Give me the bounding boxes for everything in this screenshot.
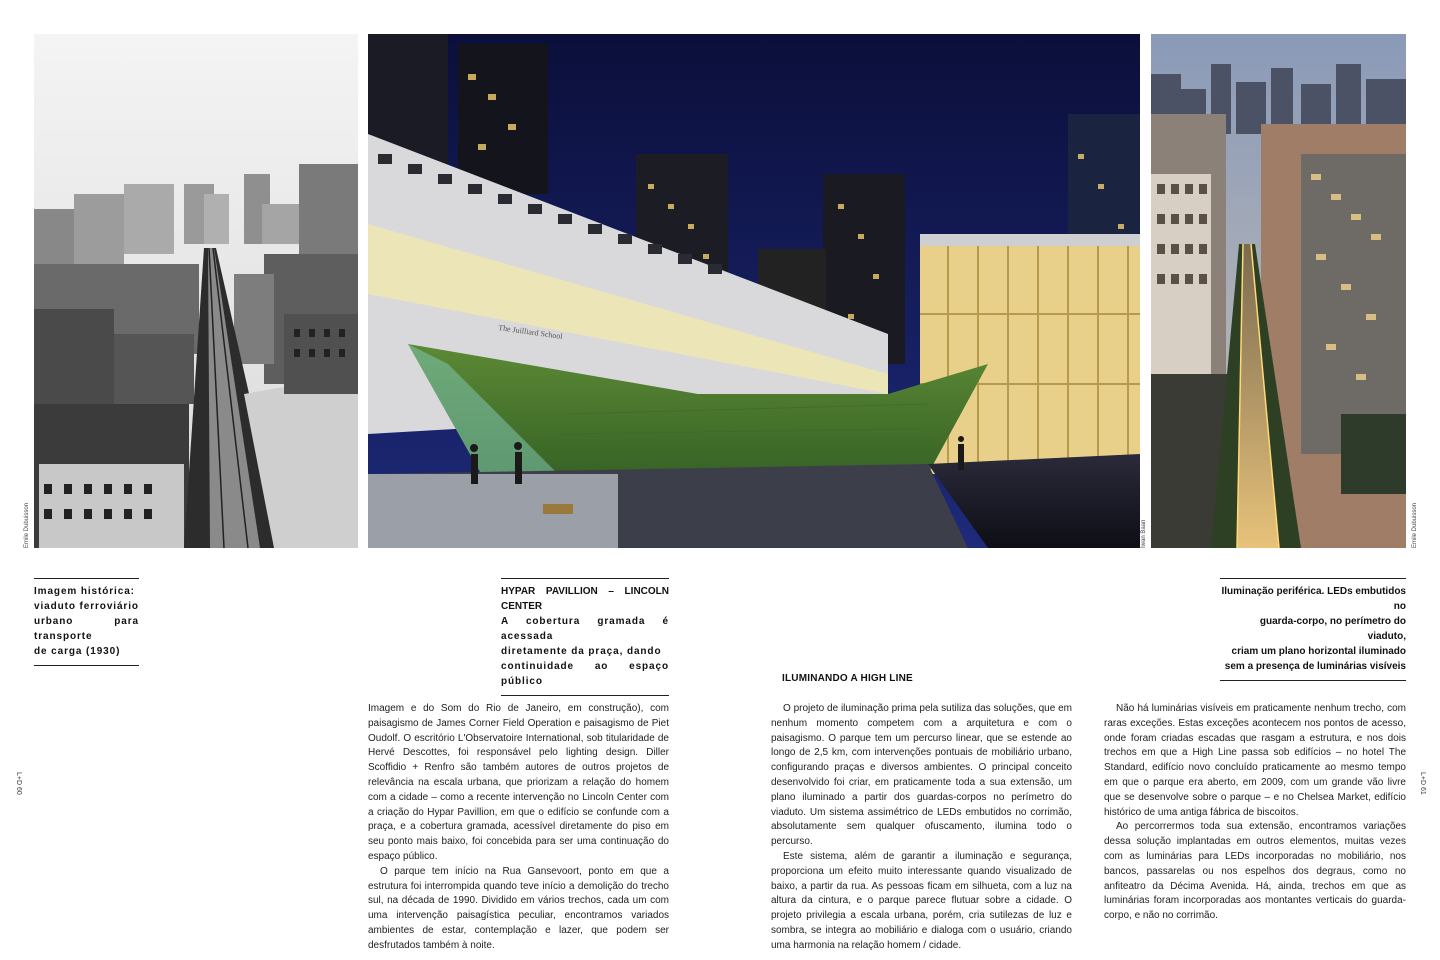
caption-line: criam um plano horizontal iluminado — [1231, 646, 1406, 657]
caption-line: Iluminação periférica. LEDs embutidos no — [1221, 586, 1406, 612]
photo-credit-right: Emile Dubuisson — [1412, 502, 1418, 548]
caption-historic — [34, 578, 139, 666]
caption-line: diretamente da praça, dando — [501, 646, 662, 657]
paragraph: O parque tem início na Rua Gansevoort, ponto em que a estrutura foi interrompida quando teve início a demolição do trecho sul, na década de 1990. Dividido em vários trechos, cada um com uma intervenção paisagística peculiar, encontramos variados ambientes de estar, contemplação e lazer, que podem ser desfrutados também à noite. — [368, 865, 669, 951]
paragraph: Este sistema, além de garantir a iluminação e segurança, proporciona um efeito muito interessante quando visualizado de baixo, a partir da rua. As pessoas ficam em silhueta, com a luz na altura da cintura, e o parque parece flutuar sobre a cidade. O projeto privilegia a escala urbana, porém, cria sutilezas de luz e sombra, se integra ao mobiliário e dialoga com o usuário, criando uma harmonia na relação homem / cidade. — [771, 850, 1072, 951]
paragraph: Não há luminárias visíveis em praticamente nenhum trecho, com raras exceções. Estas exceções acontecem nos pontos de acesso, onde foram criadas escadas que rasgam a estrutura, e nos dois trechos em que a High Line passa sob edifícios – no hotel The Standard, edifício novo concluído praticamente ao mesmo tempo em que o parque era aberto, em 2009, com um grande vão livre que se desenvolve sobre o parque – e no Chelsea Market, edifício histórico de uma antiga fábrica de biscoitos. — [1104, 703, 1406, 818]
page-folio-right: L+D 61 — [1419, 772, 1426, 795]
body-column-1 — [368, 702, 669, 954]
caption-line: de carga (1930) — [34, 646, 121, 657]
photo-credit-left: Emile Dubuisson — [24, 502, 30, 548]
caption-heading: HYPAR PAVILLION – LINCOLN CENTER — [501, 586, 669, 612]
caption-hypar-pavillion — [501, 578, 669, 696]
body-column-2 — [771, 702, 1072, 954]
high-line-dusk-photo — [1151, 34, 1406, 548]
caption-peripheral-lighting — [1220, 578, 1406, 681]
caption-line: A cobertura gramada é acessada — [501, 616, 669, 642]
page-folio-left: L+D 60 — [15, 772, 22, 795]
lincoln-center-photo — [368, 34, 1140, 548]
paragraph: Ao percorrermos toda sua extensão, encontramos variações dessa solução implantadas em outros elementos, muitas vezes com as luminárias para LEDs incorporadas no mobiliário, nos bancos, passarelas ou nos espelhos dos degraus, como no anfiteatro da Décima Avenida. Há, ainda, trechos em que as luminárias foram incorporadas aos montantes verticais do guarda-corpo, e não no corrimão. — [1104, 821, 1406, 922]
caption-line: guarda-corpo, no perímetro do viaduto, — [1259, 616, 1406, 642]
photo-credit-center: Iwan Baan — [1141, 519, 1147, 548]
caption-line: viaduto ferroviário — [34, 601, 139, 612]
building-sign: The Juilliard School — [497, 323, 564, 342]
body-column-3 — [1104, 702, 1406, 924]
section-title: ILUMINANDO A HIGH LINE — [782, 673, 913, 684]
caption-line: urbano para transporte — [34, 616, 139, 642]
historic-viaduct-photo — [34, 34, 358, 548]
paragraph: O projeto de iluminação prima pela sutiliza das soluções, que em nenhum momento competem com a arquitetura e com o paisagismo. O parque tem um percurso linear, que se estende ao longo de 2,5 km, com intervenções pontuais de mobiliário urbano, configurando praças e diversos ambientes. O principal conceito desenvolvido foi criar, em praticamente toda a sua extensão, um plano iluminado a partir dos guardas-corpos no perímetro do viaduto. Um sistema assimétrico de LEDs embutidos no corrimão, absolutamente sem qualquer ofuscamento, ilumina todo o percurso. — [771, 703, 1072, 848]
caption-line: sem a presença de luminárias visíveis — [1224, 661, 1406, 672]
caption-line: continuidade ao espaço público — [501, 661, 669, 687]
caption-line: Imagem histórica: — [34, 586, 135, 597]
paragraph: Imagem e do Som do Rio de Janeiro, em construção), com paisagismo de James Corner Field Operation e paisagismo de Piet Oudolf. O escritório L'Observatoire International, sob titularidade de Hervé Descottes, foi responsável pelo lighting design. Diller Scoffidio + Renfro são também autores de outros projetos de relevância na escala urbana, que priorizam a relação do homem com a cidade – como a recente intervenção no Lincoln Center com a criação do Hypar Pavillion, em que o edifício se confunde com a praça, e a cobertura gramada, acessível diretamente do piso em seu ponto mais baixo, foi concebida para ser uma continuação do espaço público. — [368, 703, 669, 862]
